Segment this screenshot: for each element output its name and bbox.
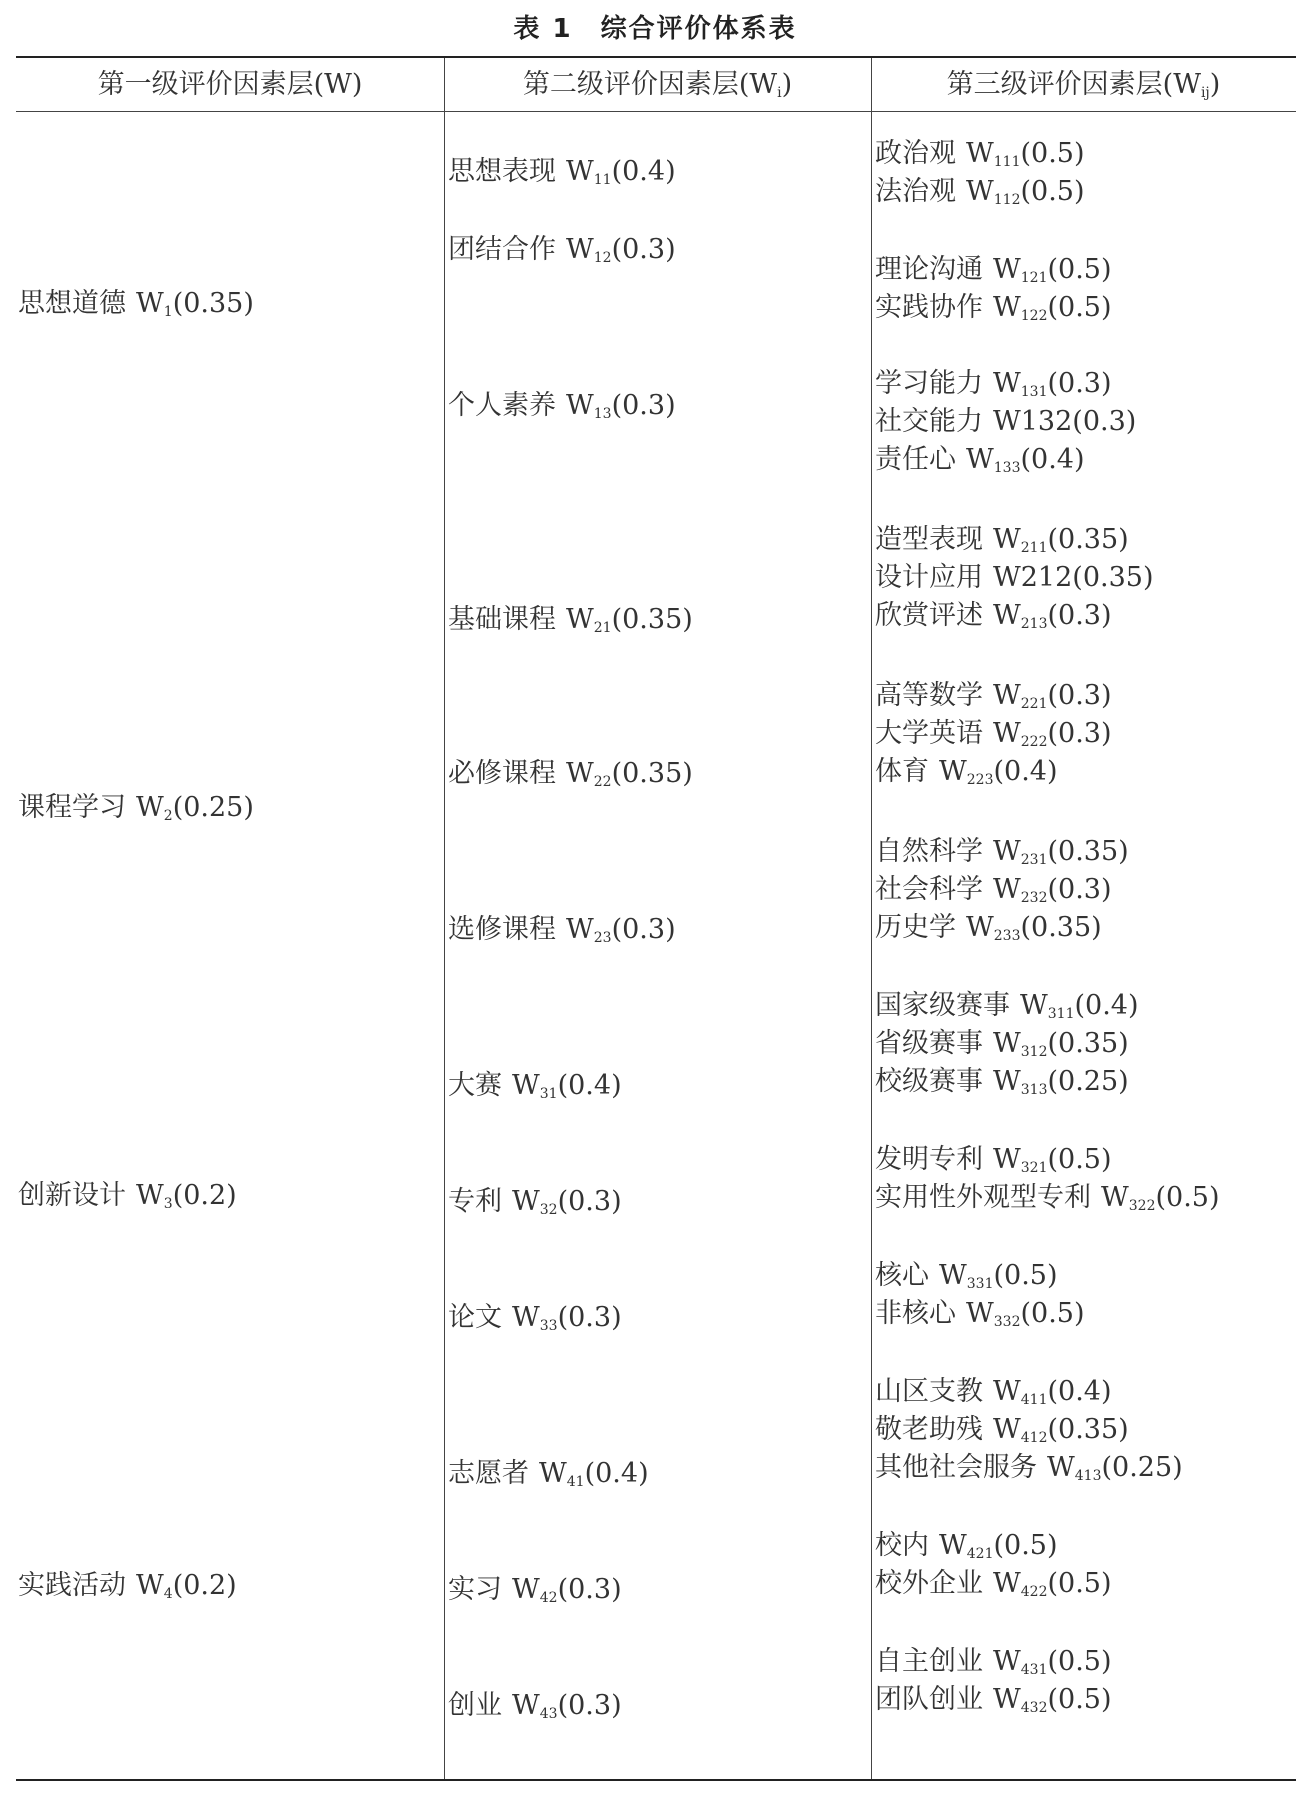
factor-subscript: 12 [593,250,612,266]
factor-weight: (0.5) [1047,254,1112,285]
level3-factor [875,250,1112,289]
factor-name: 实践活动 [18,1570,126,1601]
factor-name: 发明专利 [875,1144,983,1175]
factor-subscript: 11 [593,172,612,188]
level3-factor [875,1024,1129,1063]
factor-name: 专利 [448,1186,502,1217]
factor-subscript: 313 [1020,1082,1048,1098]
factor-name: 课程学习 [18,792,126,823]
factor-symbol: W [993,1414,1021,1445]
factor-symbol: W [993,1066,1021,1097]
level3-factor [875,986,1139,1025]
level3-factor [875,752,1058,791]
factor-name: 论文 [448,1302,502,1333]
factor-weight: (0.3) [557,1574,622,1605]
table-title-text: 综合评价体系表 [600,14,797,44]
level2-factor [448,1570,622,1609]
factor-weight: (0.3) [611,234,676,265]
factor-subscript: 41 [566,1474,585,1490]
factor-name: 团队创业 [875,1684,983,1715]
factor-symbol: W [136,288,164,319]
level2-factor [448,386,676,425]
factor-subscript: 211 [1020,540,1048,556]
factor-subscript: 412 [1020,1430,1048,1446]
level3-factor [875,402,1136,441]
factor-weight: (0.3) [1072,406,1137,437]
factor-name: 大学英语 [875,718,983,749]
factor-symbol: W [993,1646,1021,1677]
factor-name: 欣赏评述 [875,600,983,631]
factor-symbol: W [136,1180,164,1211]
factor-name: 历史学 [875,912,956,943]
factor-weight: (0.4) [611,156,676,187]
factor-weight: (0.4) [993,756,1058,787]
factor-weight: (0.4) [1047,1376,1112,1407]
factor-symbol: W [993,524,1021,555]
factor-symbol: W [993,1684,1021,1715]
factor-weight: (0.3) [557,1302,622,1333]
factor-name: 思想道德 [18,288,126,319]
factor-weight: (0.35) [172,288,254,319]
level3-factor [875,288,1112,327]
factor-subscript: 122 [1020,308,1048,324]
factor-subscript: 213 [1020,616,1048,632]
factor-symbol: W [566,390,594,421]
factor-weight: (0.25) [172,792,254,823]
level2-factor [448,152,676,191]
factor-weight: (0.3) [557,1186,622,1217]
factor-name: 国家级赛事 [875,990,1010,1021]
factor-subscript: 231 [1020,852,1048,868]
factor-subscript: 422 [1020,1584,1048,1600]
factor-weight: (0.5) [993,1260,1058,1291]
factor-code: W212 [993,562,1073,593]
level3-factor [875,134,1085,173]
level3-factor [875,908,1102,947]
factor-name: 省级赛事 [875,1028,983,1059]
factor-symbol: W [966,444,994,475]
factor-symbol: W [993,600,1021,631]
factor-name: 法治观 [875,176,956,207]
factor-name: 校内 [875,1530,929,1561]
factor-weight: (0.3) [1047,368,1112,399]
factor-symbol: W [966,176,994,207]
factor-weight: (0.25) [1101,1452,1183,1483]
level2-factor [448,1066,622,1105]
level2-factor [448,1686,622,1725]
factor-subscript: 42 [539,1590,558,1606]
factor-name: 创业 [448,1690,502,1721]
level3-factor [875,832,1129,871]
factor-weight: (0.3) [1047,718,1112,749]
factor-symbol: W [566,156,594,187]
factor-symbol: W [993,874,1021,905]
factor-name: 理论沟通 [875,254,983,285]
factor-subscript: 131 [1020,384,1048,400]
factor-subscript: 232 [1020,890,1048,906]
factor-symbol: W [993,836,1021,867]
factor-symbol: W [1101,1182,1129,1213]
factor-symbol: W [993,718,1021,749]
factor-subscript: 112 [993,192,1021,208]
factor-symbol: W [966,138,994,169]
level2-factor [448,754,693,793]
factor-weight: (0.5) [1047,1144,1112,1175]
column-header-level2: 第二级评价因素层$(W_i)$ [522,69,793,101]
factor-symbol: W [966,1298,994,1329]
factor-subscript: 332 [993,1314,1021,1330]
factor-symbol: W [993,1028,1021,1059]
factor-weight: (0.5) [1047,1568,1112,1599]
factor-name: 基础课程 [448,604,556,635]
factor-subscript: 221 [1020,696,1048,712]
factor-weight: (0.35) [1047,1028,1129,1059]
factor-symbol: W [993,368,1021,399]
factor-name: 实用性外观型专利 [875,1182,1091,1213]
factor-name: 核心 [875,1260,929,1291]
factor-subscript: 21 [593,620,612,636]
factor-weight: (0.2) [172,1180,237,1211]
factor-subscript: 1 [163,304,173,320]
factor-weight: (0.5) [1047,1646,1112,1677]
factor-name: 高等数学 [875,680,983,711]
factor-name: 个人素养 [448,390,556,421]
level3-factor [875,1256,1058,1295]
factor-weight: (0.35) [1047,524,1129,555]
level2-factor [448,230,676,269]
factor-symbol: W [1020,990,1048,1021]
factor-subscript: 3 [163,1196,173,1212]
factor-symbol: W [1047,1452,1075,1483]
factor-name: 责任心 [875,444,956,475]
factor-symbol: W [512,1070,540,1101]
factor-weight: (0.4) [557,1070,622,1101]
column-divider [871,58,872,1779]
factor-weight: (0.5) [1020,176,1085,207]
factor-symbol: W [136,1570,164,1601]
level1-factor [18,284,254,323]
factor-weight: (0.3) [611,914,676,945]
factor-symbol: W [993,1568,1021,1599]
factor-subscript: 322 [1128,1198,1156,1214]
factor-name: 大赛 [448,1070,502,1101]
factor-subscript: 411 [1020,1392,1048,1408]
level2-factor [448,1454,649,1493]
factor-weight: (0.35) [1047,1414,1129,1445]
factor-subscript: 413 [1074,1468,1102,1484]
factor-weight: (0.35) [1020,912,1102,943]
factor-symbol: W [566,758,594,789]
factor-symbol: W [939,756,967,787]
factor-subscript: 111 [993,154,1021,170]
factor-subscript: 133 [993,460,1021,476]
factor-weight: (0.25) [1047,1066,1129,1097]
factor-weight: (0.5) [1047,292,1112,323]
factor-name: 必修课程 [448,758,556,789]
factor-name: 敬老助残 [875,1414,983,1445]
factor-symbol: W [939,1530,967,1561]
level1-factor [18,1176,237,1215]
factor-name: 社交能力 [875,406,983,437]
factor-weight: (0.3) [557,1690,622,1721]
level3-factor [875,1062,1129,1101]
factor-name: 自主创业 [875,1646,983,1677]
factor-subscript: 23 [593,930,612,946]
factor-name: 山区支教 [875,1376,983,1407]
factor-subscript: 121 [1020,270,1048,286]
evaluation-table [16,56,1296,1781]
level3-factor [875,870,1112,909]
level2-factor [448,1182,622,1221]
factor-subscript: 33 [539,1318,558,1334]
factor-name: 造型表现 [875,524,983,555]
factor-symbol: W [966,912,994,943]
level3-factor [875,1372,1112,1411]
factor-symbol: W [566,234,594,265]
factor-weight: (0.4) [584,1458,649,1489]
factor-weight: (0.3) [611,390,676,421]
factor-weight: (0.5) [1020,1298,1085,1329]
factor-weight: (0.2) [172,1570,237,1601]
factor-subscript: 4 [163,1586,173,1602]
column-divider [444,58,445,1779]
factor-weight: (0.3) [1047,600,1112,631]
level2-factor [448,600,693,639]
factor-symbol: W [512,1574,540,1605]
table-label: 表 1 [513,14,573,44]
factor-symbol: W [993,1376,1021,1407]
level3-factor [875,1140,1112,1179]
factor-symbol: W [939,1260,967,1291]
factor-subscript: 13 [593,406,612,422]
table-title [0,8,1310,45]
factor-weight: (0.35) [1072,562,1154,593]
factor-subscript: 43 [539,1706,558,1722]
factor-subscript: 31 [539,1086,558,1102]
level3-factor [875,1526,1058,1565]
factor-subscript: 321 [1020,1160,1048,1176]
level3-factor [875,1448,1183,1487]
factor-name: 实践协作 [875,292,983,323]
level3-factor [875,558,1153,597]
factor-weight: (0.5) [1155,1182,1220,1213]
factor-symbol: W [993,254,1021,285]
factor-name: 非核心 [875,1298,956,1329]
factor-symbol: W [539,1458,567,1489]
factor-name: 选修课程 [448,914,556,945]
factor-name: 思想表现 [448,156,556,187]
factor-name: 政治观 [875,138,956,169]
factor-subscript: 32 [539,1202,558,1218]
factor-subscript: 22 [593,774,612,790]
factor-weight: (0.3) [1047,680,1112,711]
factor-symbol: W [993,292,1021,323]
level3-factor [875,1642,1112,1681]
factor-symbol: W [512,1302,540,1333]
factor-weight: (0.3) [1047,874,1112,905]
level3-factor [875,1410,1129,1449]
factor-name: 校级赛事 [875,1066,983,1097]
factor-name: 体育 [875,756,929,787]
factor-code: W132 [993,406,1073,437]
factor-name: 志愿者 [448,1458,529,1489]
level3-factor [875,676,1112,715]
factor-symbol: W [993,680,1021,711]
factor-subscript: 223 [966,772,994,788]
factor-subscript: 421 [966,1546,994,1562]
level3-factor [875,440,1085,479]
factor-subscript: 312 [1020,1044,1048,1060]
factor-name: 学习能力 [875,368,983,399]
level2-factor [448,1298,622,1337]
column-header-level1: 第一级评价因素层(W) [97,69,363,100]
factor-symbol: W [566,914,594,945]
factor-symbol: W [512,1186,540,1217]
level3-factor [875,714,1112,753]
factor-name: 实习 [448,1574,502,1605]
factor-weight: (0.35) [611,758,693,789]
factor-name: 社会科学 [875,874,983,905]
factor-name: 自然科学 [875,836,983,867]
factor-subscript: 222 [1020,734,1048,750]
factor-subscript: 431 [1020,1662,1048,1678]
factor-symbol: W [136,792,164,823]
level3-factor [875,1294,1085,1333]
level3-factor [875,520,1129,559]
level1-factor [18,1566,237,1605]
factor-subscript: 331 [966,1276,994,1292]
factor-name: 其他社会服务 [875,1452,1037,1483]
level3-factor [875,1178,1220,1217]
factor-weight: (0.5) [1020,138,1085,169]
level3-factor [875,172,1085,211]
factor-subscript: 432 [1020,1700,1048,1716]
column-header-level3: 第三级评价因素层$(W_{ij})$ [946,69,1221,101]
factor-weight: (0.35) [1047,836,1129,867]
level3-factor [875,1680,1112,1719]
level1-factor [18,788,254,827]
level3-factor [875,364,1112,403]
factor-symbol: W [566,604,594,635]
factor-symbol: W [512,1690,540,1721]
table-header [16,58,1296,112]
factor-symbol: W [993,1144,1021,1175]
factor-weight: (0.4) [1020,444,1085,475]
level2-factor [448,910,676,949]
factor-subscript: 2 [163,808,173,824]
factor-weight: (0.35) [611,604,693,635]
factor-name: 团结合作 [448,234,556,265]
factor-weight: (0.4) [1074,990,1139,1021]
factor-weight: (0.5) [993,1530,1058,1561]
factor-name: 设计应用 [875,562,983,593]
level3-factor [875,1564,1112,1603]
factor-name: 创新设计 [18,1180,126,1211]
factor-weight: (0.5) [1047,1684,1112,1715]
factor-subscript: 233 [993,928,1021,944]
factor-name: 校外企业 [875,1568,983,1599]
factor-subscript: 311 [1047,1006,1075,1022]
level3-factor [875,596,1112,635]
